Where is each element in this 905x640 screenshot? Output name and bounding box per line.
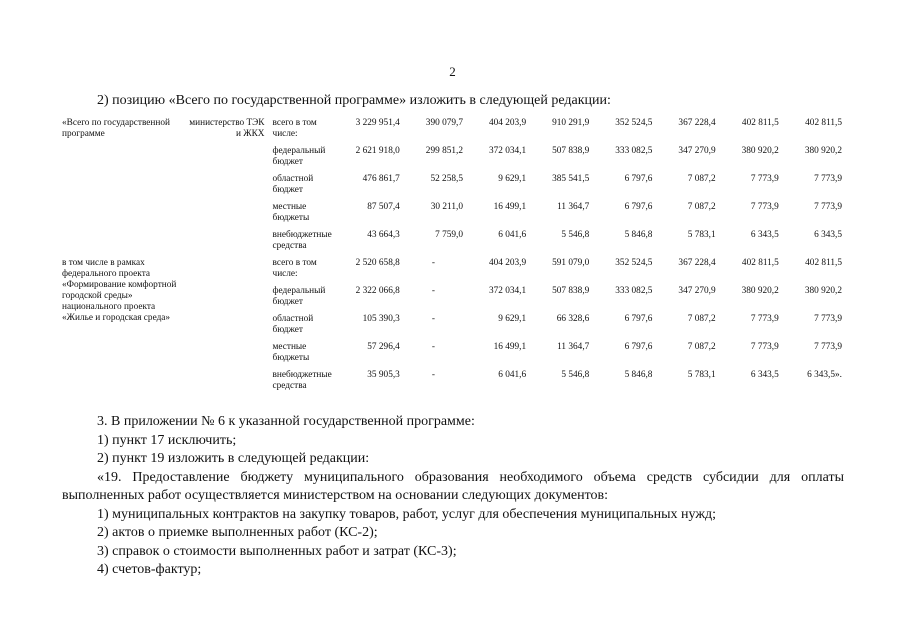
value-cell: 57 296,4 bbox=[367, 342, 400, 352]
value-cell: 7 773,9 bbox=[814, 342, 842, 352]
body-text bbox=[62, 413, 844, 580]
value-cell: 5 846,8 bbox=[624, 230, 653, 240]
value-cell: 372 034,1 bbox=[488, 286, 527, 296]
value-cell: 5 546,8 bbox=[561, 370, 590, 380]
value-cell: 390 079,7 bbox=[425, 118, 463, 128]
value-cell: - bbox=[431, 342, 435, 352]
funding-source-cell: областной бюджет bbox=[272, 174, 314, 195]
value-cell: 380 920,2 bbox=[741, 146, 779, 156]
value-cell: 7 773,9 bbox=[814, 314, 842, 324]
value-cell: 6 343,5 bbox=[750, 230, 779, 240]
funding-source-cell: всего в том числе: bbox=[272, 258, 317, 279]
value-cell: 367 228,4 bbox=[678, 118, 716, 128]
value-cell: 7 773,9 bbox=[750, 314, 779, 324]
value-cell: 402 811,5 bbox=[805, 118, 842, 128]
value-cell: 476 861,7 bbox=[362, 174, 400, 184]
paragraph: 4) счетов-фактур; bbox=[97, 562, 202, 577]
value-cell: 7 087,2 bbox=[687, 174, 716, 184]
paragraph: 1) пункт 17 исключить; bbox=[97, 432, 237, 448]
value-cell: 299 851,2 bbox=[425, 146, 463, 156]
value-cell: 385 541,5 bbox=[552, 174, 590, 184]
funding-source-cell: местные бюджеты bbox=[272, 342, 310, 363]
value-cell: 380 920,2 bbox=[804, 146, 842, 156]
value-cell: 7 087,2 bbox=[687, 342, 716, 352]
value-cell: 507 838,9 bbox=[552, 286, 590, 296]
value-cell: 5 783,1 bbox=[687, 370, 716, 380]
paragraph: 2) пункт 19 изложить в следующей редакции: bbox=[97, 451, 370, 466]
value-cell: 30 211,0 bbox=[430, 202, 463, 212]
value-cell: 6 343,5 bbox=[814, 230, 842, 240]
paragraph: 3) справок о стоимости выполненных работ и затрат (КС-3); bbox=[97, 543, 457, 559]
value-cell: 380 920,2 bbox=[741, 286, 779, 296]
value-cell: 2 520 658,8 bbox=[355, 258, 400, 268]
value-cell: 6 041,6 bbox=[498, 370, 527, 380]
intro-text: 2) позицию «Всего по государственной программе» изложить в следующей редакции: bbox=[97, 93, 611, 108]
value-cell: 7 759,0 bbox=[435, 230, 463, 240]
value-cell: 3 229 951,4 bbox=[355, 118, 400, 128]
value-cell: 16 499,1 bbox=[493, 202, 527, 212]
value-cell: 333 082,5 bbox=[615, 286, 653, 296]
value-cell: 11 364,7 bbox=[557, 342, 590, 352]
value-cell: 2 621 918,0 bbox=[355, 146, 400, 156]
value-cell: 66 328,6 bbox=[556, 314, 590, 324]
page-number: 2 bbox=[449, 64, 456, 79]
value-cell: 2 322 066,8 bbox=[355, 286, 400, 296]
paragraph: 2) актов о приемке выполненных работ (КС-2); bbox=[97, 525, 378, 540]
paragraph: «19. Предоставление бюджету муниципального образования необходимого объема средств субсидии для оплаты выполненных работ осуществляется министерством на основании следующих документов: bbox=[62, 469, 844, 503]
value-cell: 11 364,7 bbox=[557, 202, 590, 212]
funding-source-cell: внебюджетные средства bbox=[272, 370, 332, 391]
value-cell: 43 664,3 bbox=[367, 230, 400, 240]
table-row bbox=[62, 118, 844, 146]
value-cell: 333 082,5 bbox=[615, 146, 653, 156]
funding-source-cell: областной бюджет bbox=[272, 314, 314, 335]
value-cell: 6 343,5 bbox=[750, 370, 779, 380]
value-cell: 591 079,0 bbox=[552, 258, 590, 268]
value-cell: 7 773,9 bbox=[814, 202, 842, 212]
funding-source-cell: внебюджетные средства bbox=[272, 230, 332, 251]
budget-table bbox=[62, 118, 844, 398]
value-cell: 347 270,9 bbox=[678, 286, 716, 296]
funding-source-cell: местные бюджеты bbox=[272, 202, 310, 223]
funding-source-cell: всего в том числе: bbox=[272, 118, 317, 139]
value-cell: 352 524,5 bbox=[615, 258, 653, 268]
value-cell: 7 773,9 bbox=[750, 342, 779, 352]
value-cell: 5 846,8 bbox=[624, 370, 653, 380]
value-cell: 404 203,9 bbox=[488, 118, 527, 128]
value-cell: 402 811,5 bbox=[805, 258, 842, 268]
executor-cell bbox=[182, 258, 272, 398]
value-cell: 347 270,9 bbox=[678, 146, 716, 156]
value-cell: 910 291,9 bbox=[552, 118, 590, 128]
value-cell: - bbox=[431, 314, 435, 324]
value-cell: 87 507,4 bbox=[367, 202, 400, 212]
value-cell: 5 783,1 bbox=[687, 230, 716, 240]
value-cell: - bbox=[431, 258, 435, 268]
value-cell: 402 811,5 bbox=[741, 118, 779, 128]
value-cell: 7 087,2 bbox=[687, 202, 716, 212]
value-cell: 6 041,6 bbox=[498, 230, 527, 240]
value-cell: 7 773,9 bbox=[750, 174, 779, 184]
value-cell: 7 773,9 bbox=[750, 202, 779, 212]
value-cell: 402 811,5 bbox=[741, 258, 779, 268]
value-cell: 372 034,1 bbox=[488, 146, 527, 156]
value-cell: 380 920,2 bbox=[804, 286, 842, 296]
value-cell: 7 773,9 bbox=[814, 174, 842, 184]
value-cell: 5 546,8 bbox=[561, 230, 590, 240]
value-cell: 352 524,5 bbox=[615, 118, 653, 128]
row-group-name: в том числе в рамках федерального проекта «Формирование комфортной городской среды» национального проекта «Жилье и городская среда» bbox=[62, 258, 177, 323]
value-cell: 9 629,1 bbox=[498, 314, 527, 324]
value-cell: 35 905,3 bbox=[367, 370, 400, 380]
paragraph: 3. В приложении № 6 к указанной государственной программе: bbox=[97, 414, 475, 429]
value-cell: 52 258,5 bbox=[430, 174, 463, 184]
row-group-name: «Всего по государственной программе bbox=[62, 118, 170, 139]
paragraph: 1) муниципальных контрактов на закупку товаров, работ, услуг для обеспечения муниципальных нужд; bbox=[97, 506, 717, 522]
value-cell: 105 390,3 bbox=[362, 314, 400, 324]
value-cell: 9 629,1 bbox=[498, 174, 527, 184]
value-cell: 6 797,6 bbox=[624, 174, 653, 184]
value-cell: 6 797,6 bbox=[624, 202, 653, 212]
value-cell: - bbox=[431, 370, 435, 380]
value-cell: 507 838,9 bbox=[552, 146, 590, 156]
funding-source-cell: федеральный бюджет bbox=[272, 146, 326, 167]
budget-table-container bbox=[62, 118, 844, 398]
value-cell: - bbox=[431, 286, 435, 296]
value-cell: 6 797,6 bbox=[624, 314, 653, 324]
value-cell: 7 087,2 bbox=[687, 314, 716, 324]
value-cell: 6 343,5». bbox=[807, 370, 842, 380]
value-cell: 6 797,6 bbox=[624, 342, 653, 352]
executor-cell: министерство ТЭК и ЖКХ bbox=[189, 118, 265, 139]
value-cell: 404 203,9 bbox=[488, 258, 527, 268]
funding-source-cell: федеральный бюджет bbox=[272, 286, 326, 307]
table-row bbox=[62, 258, 844, 286]
value-cell: 16 499,1 bbox=[493, 342, 527, 352]
value-cell: 367 228,4 bbox=[678, 258, 716, 268]
